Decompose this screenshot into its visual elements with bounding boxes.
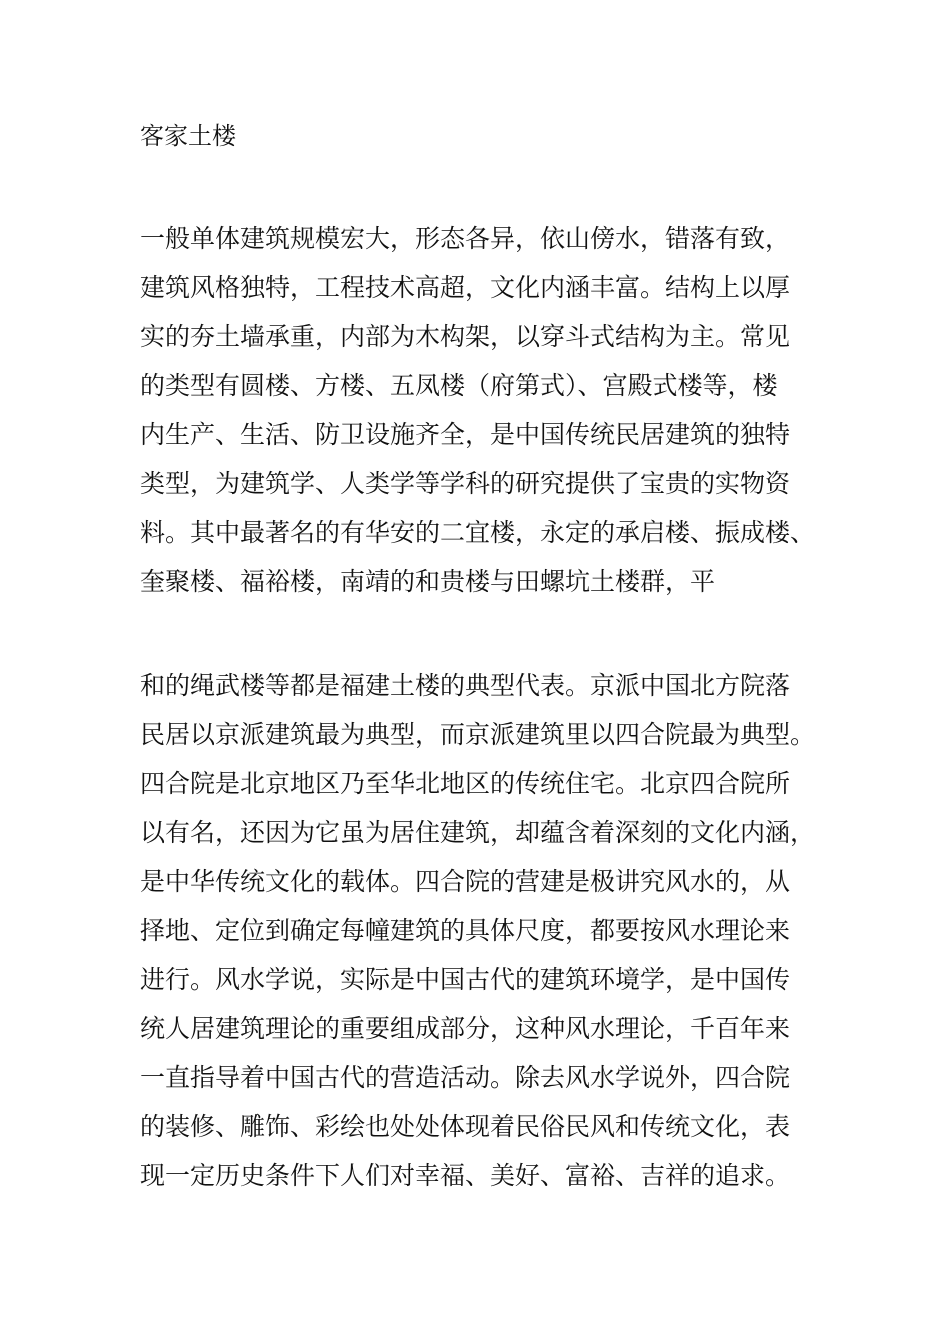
text-line: 类型，为建筑学、人类学等学科的研究提供了宝贵的实物资 — [140, 469, 791, 498]
text-line: 的类型有圆楼、方楼、五凤楼（府第式）、宫殿式楼等，楼 — [140, 371, 778, 400]
text-line: 实的夯土墙承重，内部为木构架，以穿斗式结构为主。常见 — [140, 322, 791, 351]
text-line: 进行。风水学说，实际是中国古代的建筑环境学，是中国传 — [140, 965, 791, 994]
text-line: 和的绳武楼等都是福建土楼的典型代表。京派中国北方院落 — [140, 671, 791, 700]
text-line: 一般单体建筑规模宏大，形态各异，依山傍水，错落有致， — [140, 224, 791, 253]
text-line: 是中华传统文化的载体。四合院的营建是极讲究风水的，从 — [140, 867, 791, 896]
text-line: 现一定历史条件下人们对幸福、美好、富裕、吉祥的追求。 — [140, 1161, 791, 1190]
paragraph-2 — [140, 661, 830, 1200]
text-line: 统人居建筑理论的重要组成部分，这种风水理论，千百年来 — [140, 1014, 791, 1043]
text-line: 四合院是北京地区乃至华北地区的传统住宅。北京四合院所 — [140, 769, 791, 798]
text-line: 建筑风格独特，工程技术高超，文化内涵丰富。结构上以厚 — [140, 273, 791, 302]
text-line: 民居以京派建筑最为典型，而京派建筑里以四合院最为典型。 — [140, 720, 816, 749]
text-line: 内生产、生活、防卫设施齐全，是中国传统民居建筑的独特 — [140, 420, 791, 449]
text-line: 以有名，还因为它虽为居住建筑，却蕴含着深刻的文化内涵， — [140, 818, 816, 847]
document-title: 客家土楼 — [140, 122, 236, 150]
text-line: 一直指导着中国古代的营造活动。除去风水学说外，四合院 — [140, 1063, 791, 1092]
paragraph-1 — [140, 214, 830, 606]
text-line: 择地、定位到确定每幢建筑的具体尺度，都要按风水理论来 — [140, 916, 791, 945]
text-line: 奎聚楼、福裕楼，南靖的和贵楼与田螺坑土楼群，平 — [140, 567, 716, 596]
text-line: 料。其中最著名的有华安的二宜楼，永定的承启楼、振成楼、 — [140, 518, 816, 547]
text-line: 的装修、雕饰、彩绘也处处体现着民俗民风和传统文化，表 — [140, 1112, 791, 1141]
